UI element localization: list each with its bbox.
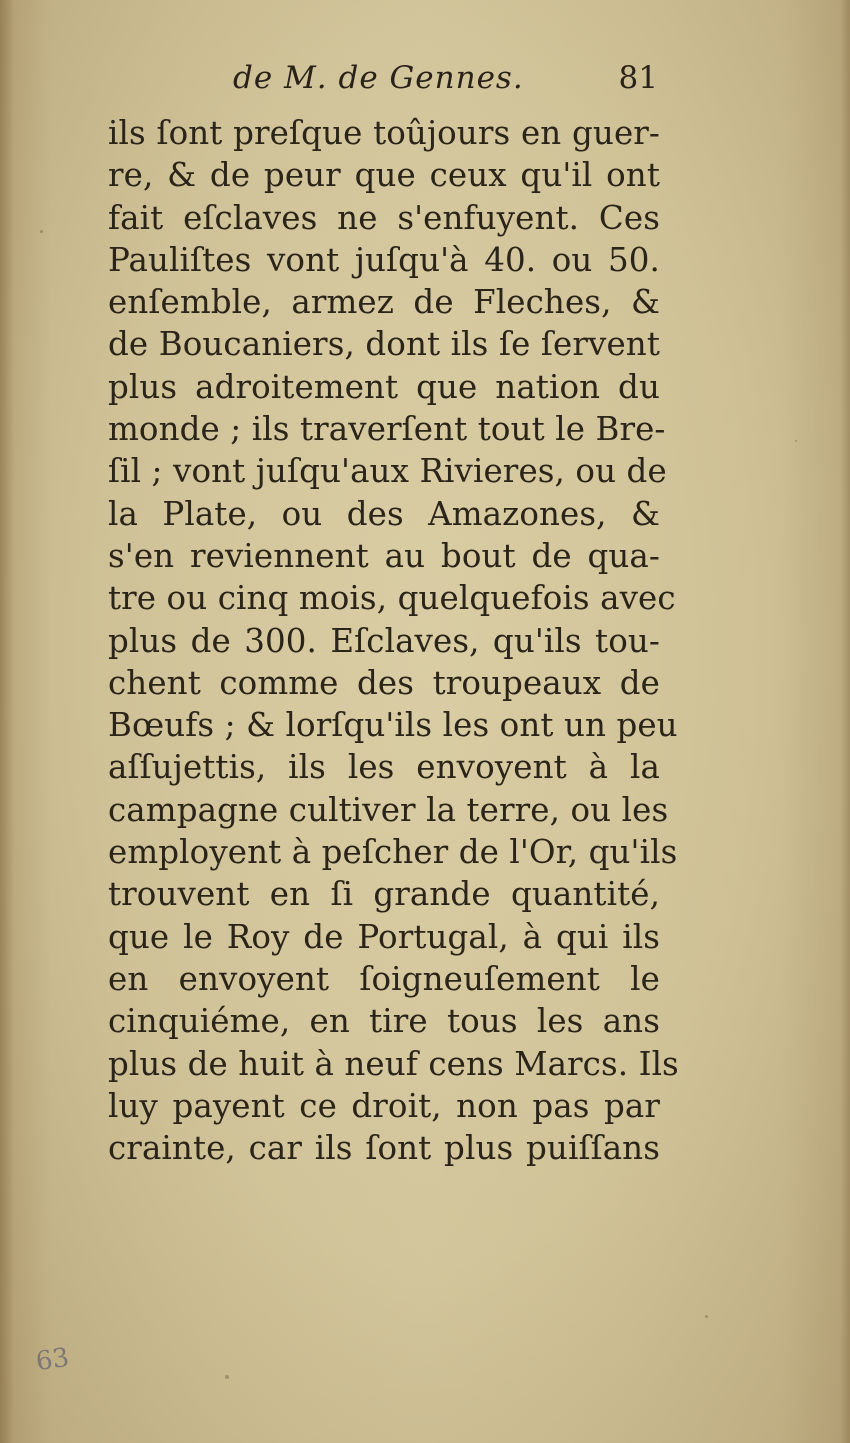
text-line: tre ou cinq mois, quelquefois avec: [108, 579, 676, 618]
text-line: plus adroitement que nation du: [108, 367, 660, 406]
text-line: la Plate, ou des Amazones, &: [108, 494, 660, 533]
text-line: aſſujettis, ils les envoyent à la: [108, 748, 660, 787]
text-line: que le Roy de Portugal, à qui ils: [108, 917, 660, 956]
text-line: ſil ; vont juſqu'aux Rivieres, ou de: [108, 452, 667, 491]
page-header: [108, 60, 658, 104]
text-line: enſemble, armez de Fleches, &: [108, 283, 660, 322]
body-text: [108, 112, 679, 1169]
paper-speck: [705, 1315, 708, 1318]
text-line: crainte, car ils ſont plus puiſſans: [108, 1129, 660, 1168]
running-title: de M. de Gennes.: [233, 60, 524, 96]
text-line: s'en reviennent au bout de qua-: [108, 536, 660, 575]
text-line: fait eſclaves ne s'enfuyent. Ces: [108, 198, 660, 237]
text-line: plus de 300. Eſclaves, qu'ils tou-: [108, 621, 660, 660]
text-line: cinquiéme, en tire tous les ans: [108, 1002, 660, 1041]
paper-speck: [225, 1375, 229, 1379]
text-line: en envoyent ſoigneuſement le: [108, 959, 660, 998]
page-number: 81: [618, 60, 658, 96]
page-edge-shadow-left: [0, 0, 14, 1443]
text-line: luy payent ce droit, non pas par: [108, 1086, 660, 1125]
text-line: monde ; ils traverſent tout le Bre-: [108, 410, 666, 449]
text-line: campagne cultiver la terre, ou les: [108, 790, 669, 829]
text-line: employent à peſcher de l'Or, qu'ils: [108, 833, 678, 872]
text-line: de Boucaniers, dont ils ſe ſervent: [108, 325, 660, 364]
text-line: re, & de peur que ceux qu'il ont: [108, 156, 660, 195]
page-edge-shadow-right: [840, 0, 850, 1443]
text-line: plus de huit à neuf cens Marcs. Ils: [108, 1044, 679, 1083]
text-line: chent comme des troupeaux de: [108, 663, 660, 702]
handwritten-mark: 63: [34, 1342, 72, 1378]
text-line: Pauliſtes vont juſqu'à 40. ou 50.: [108, 240, 660, 279]
paper-speck: [795, 440, 797, 442]
text-line: ils ſont preſque toûjours en guer-: [108, 114, 660, 152]
text-line: trouvent en ſi grande quantité,: [108, 875, 660, 914]
paper-speck: [40, 230, 43, 233]
text-line: Bœufs ; & lorſqu'ils les ont un peu: [108, 706, 678, 745]
